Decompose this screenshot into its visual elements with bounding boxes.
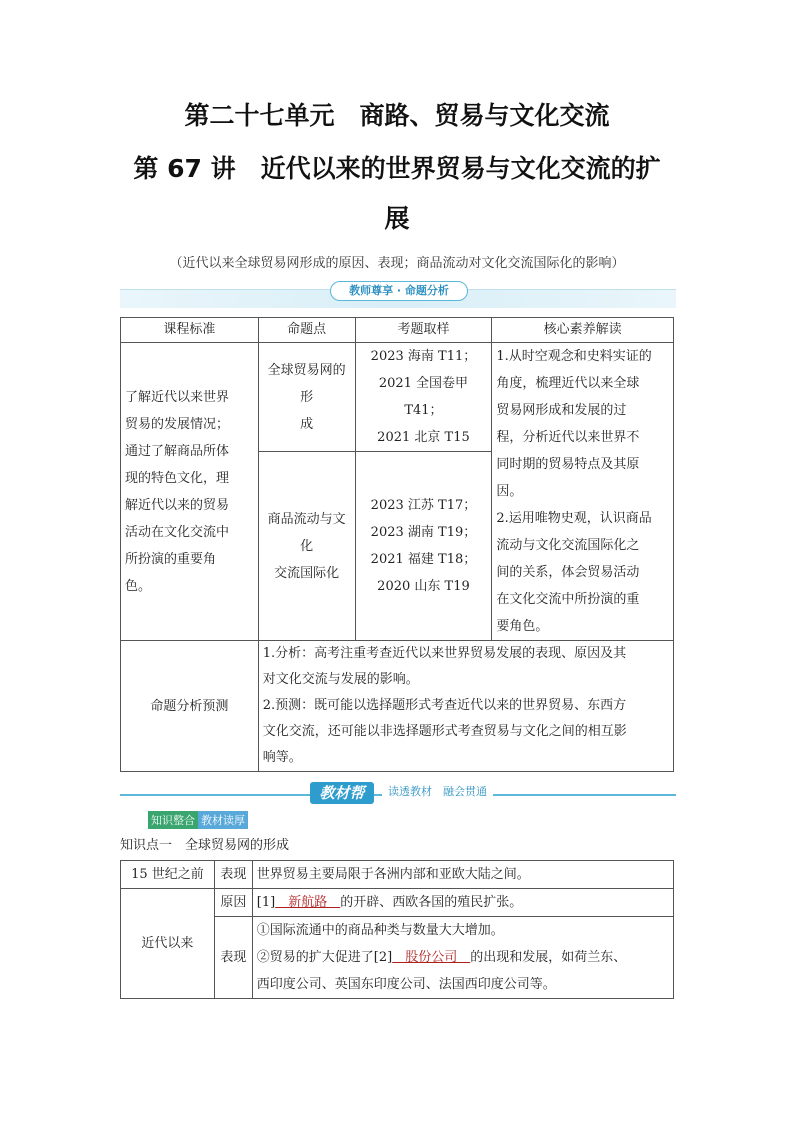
blank-index: [1]	[256, 895, 276, 910]
table-row	[121, 889, 674, 917]
period-before-15c: 15 世纪之前	[121, 861, 215, 889]
sample-line: 2021 全国卷甲 T41；	[378, 376, 469, 418]
type-label: 表现	[214, 861, 252, 889]
literacy-line: 角度，梳理近代以来全球	[496, 376, 640, 391]
analysis-label: 命题分析预测	[121, 641, 259, 772]
analysis-line: 2.预测：既可能以选择题形式考查近代以来的世界贸易、东西方	[262, 698, 627, 713]
literacy-line: 1.从时空观念和史料实证的	[496, 349, 652, 364]
point-line: 成	[300, 416, 314, 432]
point-line: 商品流动与文化	[267, 511, 346, 554]
knowledge-point-title: 知识点一 全球贸易网的形成	[120, 838, 290, 853]
point-commodity-culture	[258, 452, 355, 641]
content-line	[257, 944, 669, 971]
standard-line: 色。	[125, 578, 152, 594]
table-header-row	[121, 318, 674, 343]
unit-title: 第二十七单元 商路、贸易与文化交流	[184, 101, 610, 130]
knowledge-table	[120, 860, 674, 999]
lesson-title-line2: 展	[384, 204, 410, 233]
literacy-line: 流动与文化交流国际化之	[496, 538, 640, 553]
analysis-cell	[258, 641, 673, 772]
content-cell	[252, 917, 673, 999]
content-text: 的出现和发展，如荷兰东、	[470, 950, 627, 965]
content-line: 西印度公司、英国东印度公司、法国西印度公司等。	[256, 977, 556, 992]
textbook-banner	[120, 780, 676, 808]
literacy-cell	[492, 343, 674, 641]
course-standard-cell	[121, 343, 259, 641]
tag-knowledge-integration: 知识整合	[148, 811, 198, 829]
literacy-line: 间的关系，体会贸易活动	[496, 565, 640, 580]
point-line: 全球贸易网的形	[267, 362, 346, 405]
teacher-banner	[120, 280, 676, 310]
sample-line: 2021 北京 T15	[377, 430, 470, 445]
samples-commodity-culture	[355, 452, 492, 641]
standard-line: 所扮演的重要角	[125, 551, 217, 567]
standard-line: 贸易的发展情况；	[125, 416, 230, 432]
literacy-line: 贸易网形成和发展的过	[496, 403, 627, 418]
point-line: 交流国际化	[274, 565, 340, 581]
literacy-line: 要角色。	[496, 619, 549, 634]
sample-line: 2023 江苏 T17；	[370, 498, 477, 513]
analysis-line: 响等。	[262, 750, 302, 765]
period-modern: 近代以来	[121, 889, 215, 999]
content-cell	[252, 889, 673, 917]
sample-line: 2020 山东 T19	[377, 579, 470, 594]
literacy-line: 2.运用唯物史观，认识商品	[496, 511, 652, 526]
sample-line: 2021 福建 T18；	[370, 552, 477, 567]
teacher-banner-label: 教师尊享 · 命题分析	[330, 281, 468, 301]
analysis-line: 文化交流，还可能以非选择题形式考查贸易与文化之间的相互影	[262, 724, 627, 739]
header-point: 命题点	[258, 318, 355, 343]
course-analysis-table	[120, 317, 674, 772]
type-label: 原因	[214, 889, 252, 917]
standard-line: 了解近代以来世界	[125, 389, 230, 405]
standard-line: 解近代以来的贸易	[125, 497, 230, 513]
sample-line: 2023 海南 T11；	[370, 349, 477, 364]
header-literacy: 核心素养解读	[492, 318, 674, 343]
table-row	[121, 861, 674, 889]
analysis-line: 1.分析：高考注重考查近代以来世界贸易发展的表现、原因及其	[262, 646, 627, 661]
analysis-line: 对文化交流与发展的影响。	[262, 672, 419, 687]
literacy-line: 程，分析近代以来世界不	[496, 430, 640, 445]
answer-blank: 新航路	[275, 895, 341, 910]
content-text: 的开辟、西欧各国的殖民扩张。	[340, 895, 523, 910]
answer-blank: 股份公司	[392, 950, 471, 965]
literacy-line: 同时期的贸易特点及其原	[496, 457, 640, 472]
content-cell: 世界贸易主要局限于各洲内部和亚欧大陆之间。	[252, 861, 673, 889]
type-label: 表现	[214, 917, 252, 999]
textbook-slogan: 读透教材 融会贯通	[382, 783, 493, 799]
standard-line: 现的特色文化，理	[125, 470, 230, 486]
knowledge-tags	[148, 811, 248, 829]
literacy-line: 在文化交流中所扮演的重	[496, 592, 640, 607]
subtitle: （近代以来全球贸易网形成的原因、表现；商品流动对文化交流国际化的影响）	[169, 256, 625, 271]
content-line: ①国际流通中的商品种类与数量大大增加。	[256, 923, 504, 938]
content-text: ②贸易的扩大促进了[2]	[256, 950, 393, 965]
standard-line: 活动在文化交流中	[125, 524, 230, 540]
sample-line: 2023 湖南 T19；	[370, 525, 477, 540]
literacy-line: 因。	[496, 484, 523, 499]
lesson-title-line1: 第 67 讲 近代以来的世界贸易与文化交流的扩	[133, 154, 661, 183]
header-samples: 考题取样	[355, 318, 492, 343]
point-global-trade	[258, 343, 355, 452]
samples-global-trade	[355, 343, 492, 452]
header-standard: 课程标准	[121, 318, 259, 343]
standard-line: 通过了解商品所体	[125, 443, 230, 459]
textbook-tag: 教材帮	[310, 782, 374, 804]
tag-textbook-reading: 教材读厚	[198, 811, 248, 829]
